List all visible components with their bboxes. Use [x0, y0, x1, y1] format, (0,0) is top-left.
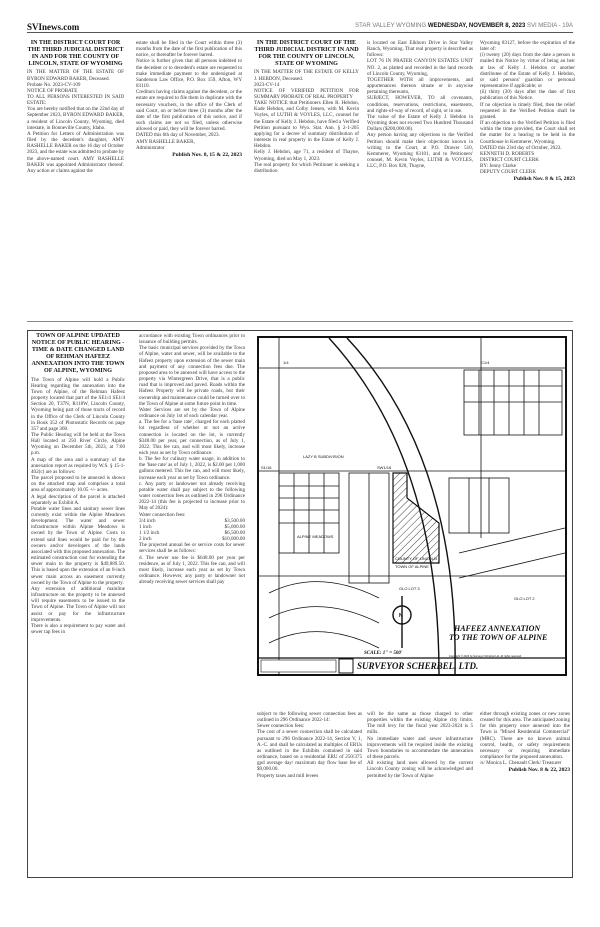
map-title: HAFEEZ ANNEXATION [454, 624, 541, 633]
map-label: 1/4 [283, 360, 289, 365]
hebdon-para: The value of the Estate of Kelly J. Hebdon in Wyoming does not exceed Two Hundred Thousand Dollars ($200,000.00). [367, 113, 473, 133]
fee-size: 1 inch [139, 523, 152, 530]
hebdon-para: 2023-CV-14 [254, 81, 280, 88]
alpine-para: Property taxes and mill levees [257, 772, 319, 779]
hebdon-para: (i) twenty (20) days from the date a person is mailed this Notice by virtue of being an heir at law of Kelly J. Hebdon or another distributee of the Estate of Kelly J. Hebdon, or said persons' guardian or personal representative if applicable; or [480, 52, 575, 90]
hebdon-para: If an objection to the Verified Petition is filed within the time provided, the Court shall set the matter for a hearing to be held in the Courthouse in Kemmerer, Wyoming. [480, 120, 575, 145]
baker-notice-col2 [136, 40, 242, 158]
baker-para: AMY RASHELLE BAKER, [136, 138, 195, 145]
map-title: TO THE TOWN OF ALPINE [449, 633, 548, 642]
baker-para: You are hereby notified that on the 22nd day of September 2023, BYRON EDWARD BAKER, a resident of Lincoln County, Wyoming, died intestate, in Bonneville County, Idaho. [27, 106, 124, 131]
alpine-para: The Town of Alpine will hold a Public Hearing regarding the annexation into the Town of Alpine, of the Rehman Hafeez property located that part of the SE1/4 SE1/4 Section 20, T37N, R118W, Lincoln County, Wyoming being part of those tracts of record in the Office of the Clerk of Lincoln County in Book 352 of Photostatic Records on page 357 and page 360. [31, 376, 125, 432]
site-name[interactable]: SVInews.com [27, 22, 80, 32]
hebdon-para: DATED this 23rd day of October, 2023. [480, 144, 562, 151]
alpine-para: The basic municipal services provided by the Town of Alpine, water and sewer, will be available to the Hafeez property upon extension of the sewer main and payment of any connection fees due. The proposed area to be annexed will have access to the property via Wintergreen Drive, that is a public road that is improved and paved. Roads within the Hafeez Property will be private roads, but their ownership and maintenance could be turned over to the Town of Alpine at some future point in time. [139, 345, 245, 407]
baker-para: A Petition for Letters of Administration was filed by the decedent's daughter, AMY RASHELLE BAKER on the 16 day of October 2023, and the estate was admitted to probate by the above-named court. AMY RASHELLE BAKER was appointed Administrator thereof. Any action or claims against the [27, 130, 124, 174]
page-masthead [27, 22, 573, 33]
alpine-col4 [367, 711, 473, 779]
alpine-para: The parcel proposed to be annexed is shown on the attached map and comprises a total area of approximately 10.05 +/- acres. [31, 475, 125, 494]
baker-para: Creditors having claims against the decedent, or the estate are required to file them in duplicate with the necessary vouchers, in the office of the Clerk of said Court, on or before three (3) months after the date of the first publication of this notice, and if such claims are not so filed, unless otherwise allowed or paid, they will be forever barred. [136, 89, 242, 133]
alpine-col2 [139, 333, 245, 585]
surveyor-logo-icon [339, 659, 353, 673]
baker-para: Probate No. 2023-CV-109 [27, 81, 81, 88]
hebdon-para: IN THE MATTER OF THE ESTATE OF KELLY J. HEBDON, Deceased. [254, 69, 359, 82]
fee-amount: $6,500.00 [224, 530, 245, 536]
paper-name: STAR VALLEY WYOMING [355, 23, 427, 29]
alpine-para: All existing land uses allowed by the current Lincoln County zoning will be acknowledged and permitted by the Town of Alpine [367, 760, 473, 779]
map-label: COUNTY OF LINCOLN [395, 556, 437, 561]
alpine-para: d. The sewer use fee is $648.00 per year per residence, as of July 1, 2022. This fee can, and will most likely, increase each year as set by Town ordinance. However, any party or landowner not already receiving sewer services shall pay [139, 554, 245, 586]
baker-para: Administrator [136, 144, 165, 151]
map-copyright: Copyright © 2023 by Surveyor Scherbel Ltd. All rights reserved. [449, 655, 522, 658]
alpine-col1 [31, 333, 125, 635]
fee-size: 3/4 inch [139, 517, 156, 524]
hebdon-heading: IN THE DISTRICT COURT OF THE THIRD JUDICIAL DISTRICT IN AND FOR THE COUNTY OF LINCOLN, STATE OF WYOMING [254, 40, 359, 68]
alpine-para: Potable water lines and sanitary sewer lines currently exist within the Alpine Meadows development. The water and sewer infrastructure within Alpine Meadows is owned by the Town of Alpine. Costs to extend said lines would be paid for by the owners and/or developers of the lands associated with this proposed annexation. The estimated construction cost for extending the sewer main to the property is $49,889.50. This is based upon the extension of an 8-inch sewer main across an easement currently owned by the Town of Alpine to the property. [31, 505, 125, 586]
alpine-para: subject to the following sewer connection fees as outlined in 296 Ordinance 2022-14: [257, 711, 362, 724]
map-scale: SCALE: 1" = 500' [364, 651, 403, 656]
hebdon-para: TAKE NOTICE that Petitioners Ellen R. Hebdon, Kade Hebdon, and Colby Jensen, with M. Kevin Voyles, of LUTHI & VOYLES, LLC, counsel for the Estate of Kelly J. Hebdon, have filed a Verified Petition pursuant to Wyo. Stat. Ann. § 2-1-205 applying for a decree of summary distribution of interests in real property in the Estate of Kelly J. Hebdon. [254, 100, 359, 150]
hebdon-para: is located on East Elkhorn Drive in Star Valley Ranch, Wyoming. That real property is described as follows: [367, 40, 473, 59]
baker-para: IN THE MATTER OF THE ESTATE OF BYRON EDWARD BAKER, Deceased. [27, 69, 124, 82]
alpine-col3 [257, 711, 362, 779]
hebdon-para: KENNETH D. ROBERTS [480, 150, 535, 157]
alpine-para: A map of the area and a summary of the annexation report as required by W.S. § 15-1-402(c) are as follows: [31, 456, 125, 475]
alpine-para: accordance with existing Town ordinances prior to issuance of building permits. [139, 333, 245, 346]
alpine-para: /s/ Monica L. Chenault Clerk/ Treasurer [480, 760, 562, 767]
hebdon-para: Kelly J. Hebdon, age 71, a resident of Thayne, Wyoming, died on May 1, 2023. [254, 149, 359, 162]
hebdon-para: TOGETHER WITH all improvements, and appurtenances thereon situate or in anywise pertaining thereunto, [367, 76, 473, 96]
fee-size: 1 1/2 inch [139, 530, 160, 536]
alpine-para: The cost of a sewer connection shall be calculated pursuant to 296 Ordinance 2022-14, Section V, 1, A.-C. and shall be calculated as multiples of ERUs as outlined in the Exhibits contained in said ordinance, based on a residential ERU of 250/375 gpd average day/ maximum day flow base fee of $9,000.00. [257, 729, 362, 773]
alpine-para: c. Any party or landowner not already receiving potable water shall pay subject to the following water connection fees as outlined in 296 Ordinance 2022-14 (this fee is projected to increase prior to May of 2024): [139, 480, 245, 512]
hebdon-notice-col3 [480, 40, 575, 183]
map-label: S1/16 [261, 465, 272, 470]
hebdon-publish-dates: Publish Nov. 8 & 15, 2023 [513, 176, 575, 183]
map-label: SW1/16 [377, 465, 392, 470]
surveyor-name: SURVEYOR SCHERBEL, LTD. [357, 661, 479, 671]
plat-map-drawing [259, 338, 565, 674]
hebdon-para: NOTICE OF VERIFIED PETITION FOR SUMMARY PROBATE OF REAL PROPERTY [254, 87, 359, 100]
alpine-para: There is also a requirement to pay water and sewer tap fees in [31, 622, 125, 635]
map-label: GLO LOT 2 [514, 596, 535, 601]
annexation-map [257, 336, 567, 676]
page-folio [355, 23, 573, 29]
alpine-para: a. The fee for a 'base rate', charged for each platted lot regardless of whether or not an active connection is located on the lot, is currently $348.00 per year, per connection, as of July 1, 2022. This fee can, and will most likely, increase each year as set by Town ordinance. [139, 419, 245, 456]
alpine-para: The projected annual fee or service costs for sewer services shall be as follows: [139, 542, 245, 555]
map-label: C1/4 [481, 360, 490, 365]
baker-para: estate shall be filed in the Court within three (3) months from the date of the first publication of this notice, or thereafter be forever barred. [136, 40, 242, 59]
hebdon-para: If no objection is timely filed, then the relief requested in the Verified Petition shall be granted. [480, 101, 575, 120]
hebdon-para: DEPUTY COURT CLERK [480, 169, 537, 176]
map-label: LAZY B SUBDIVISION [303, 454, 344, 459]
fee-size: 2 inch [139, 536, 152, 543]
alpine-para: No immediate water and sewer infrastructure improvements will be required inside the existing Town boundaries to accommodate the annexation of these parcels. [367, 735, 473, 761]
hebdon-notice-col2 [367, 40, 473, 169]
alpine-col5 [480, 711, 570, 774]
alpine-para: A legal description of the parcel is attached separately as Exhibit A. [31, 493, 125, 506]
baker-para: DATED this 6th day of November, 2023. [136, 132, 220, 139]
map-label: TOWN OF ALPINE [395, 564, 429, 569]
hebdon-para: LOT 76 IN PRATER CANYON ESTATES UNIT NO. 2, as platted and recorded in the land records of Lincoln County, Wyoming, [367, 58, 473, 77]
alpine-para: Sewer connection fees: [257, 723, 305, 730]
alpine-para: The Public Hearing will be held at the Town Hall located at 250 River Circle, Alpine Wyoming on December 5th, 2023, at 7:00 p.m. [31, 431, 125, 457]
alpine-para: will be the same as those charged to other properties within the existing Alpine city limits. The mill levy for the fiscal year 2023-2024 is 5 mills. [367, 711, 473, 736]
hebdon-para: Any person having any objections to the Verified Petition should make their objections known in writing to the Court, at P.O. Drawer 510, Kemmerer, Wyoming 83101, and to Petitioners' counsel, M. Kevin Voyles, LUTHI & VOYLES, LLC, P.O. Box 820, Thayne, [367, 132, 473, 170]
alpine-para: b. The fee for culinary water usage, in addition to the 'base rate' as of July 1, 2022, is $2.00 per 1,000 gallons metered. This fee can, and will most likely, increase each year as set by Town ordinance. [139, 456, 245, 481]
alpine-publish-dates: Publish Nov. 8 & 22, 2023 [508, 767, 570, 774]
baker-notice-col1 [27, 40, 124, 174]
baker-para: NOTICE OF PROBATE [27, 87, 78, 94]
hebdon-para: DISTRICT COURT CLERK [480, 156, 539, 163]
map-label: GLO LOT 3 [399, 586, 420, 591]
baker-para: TO ALL PERSONS INTERESTED IN SAID ESTATE: [27, 94, 124, 107]
hebdon-para: (ii) thirty (30) days after the date of first publication of this Notice. [480, 89, 575, 102]
section-divider [27, 321, 573, 322]
alpine-para: Any extension of additional mainline infrastructure on the property to be annexed will require easements to be issued to the Town of Alpine. The Town of Alpine will not assist or pay for the infrastructure improvements. [31, 585, 125, 623]
alpine-para: either through existing zones or new zones created for this area. The anticipated zoning for this property once annexed into the Town is "Mixed Residential Commercial" (MRC). There are no known animal control, health, or safety requirements necessary or requiring immediate compliance for the proposed annexation. [480, 711, 570, 761]
hebdon-para: Wyoming 83127, before the expiration of the later of: [480, 40, 575, 53]
hebdon-notice-col1 [254, 40, 359, 174]
baker-publish-dates: Publish Nov. 8, 15 & 22, 2023 [172, 151, 242, 158]
fee-amount: $5,000.00 [224, 523, 245, 530]
north-arrow-icon: N [399, 613, 403, 619]
alpine-heading: TOWN OF ALPINE UPDATED NOTICE OF PUBLIC HEARING - TIME & DATE CHANGED LAND OF REHMAN HAFEEZ ANNEXATION INTO THE TOWN OF ALPINE, WYOMING [31, 333, 125, 375]
fee-amount: $3,500.00 [224, 517, 245, 524]
hebdon-para: SUBJECT, HOWEVER, TO all covenants, conditions, reservations, restrictions, easements, and rights-of-way of record, of sight, or in use. [367, 95, 473, 114]
baker-para: Notice is further given that all persons indebted to the decedent or to decedent's estate are requested to make immediate payment to the undersigned at Sanderson Law Office, P.O. Box 159, Afton, WY 83110. [136, 58, 242, 90]
hebdon-para: BY: Jenny Clarke [480, 163, 517, 170]
issue-date: WEDNESDAY, NOVEMBER 8, 2023 [427, 23, 526, 29]
alpine-para: Water connection fees: [139, 511, 186, 518]
baker-heading: IN THE DISTRICT COURT FOR THE THIRD JUDICIAL DISTRICT IN AND FOR THE COUNTY OF LINCOLN, STATE OF WYOMING [27, 40, 124, 68]
fee-amount: $10,000.00 [222, 536, 245, 543]
alpine-para: Water Services are set by the Town of Alpine ordinance on July 1st of each calendar year. [139, 406, 245, 420]
hebdon-para: The real property for which Petitioner is seeking a distribution [254, 161, 359, 174]
section-page: SVI MEDIA - 19A [526, 23, 573, 29]
map-label: ALPINE MEADOWS [297, 534, 334, 539]
